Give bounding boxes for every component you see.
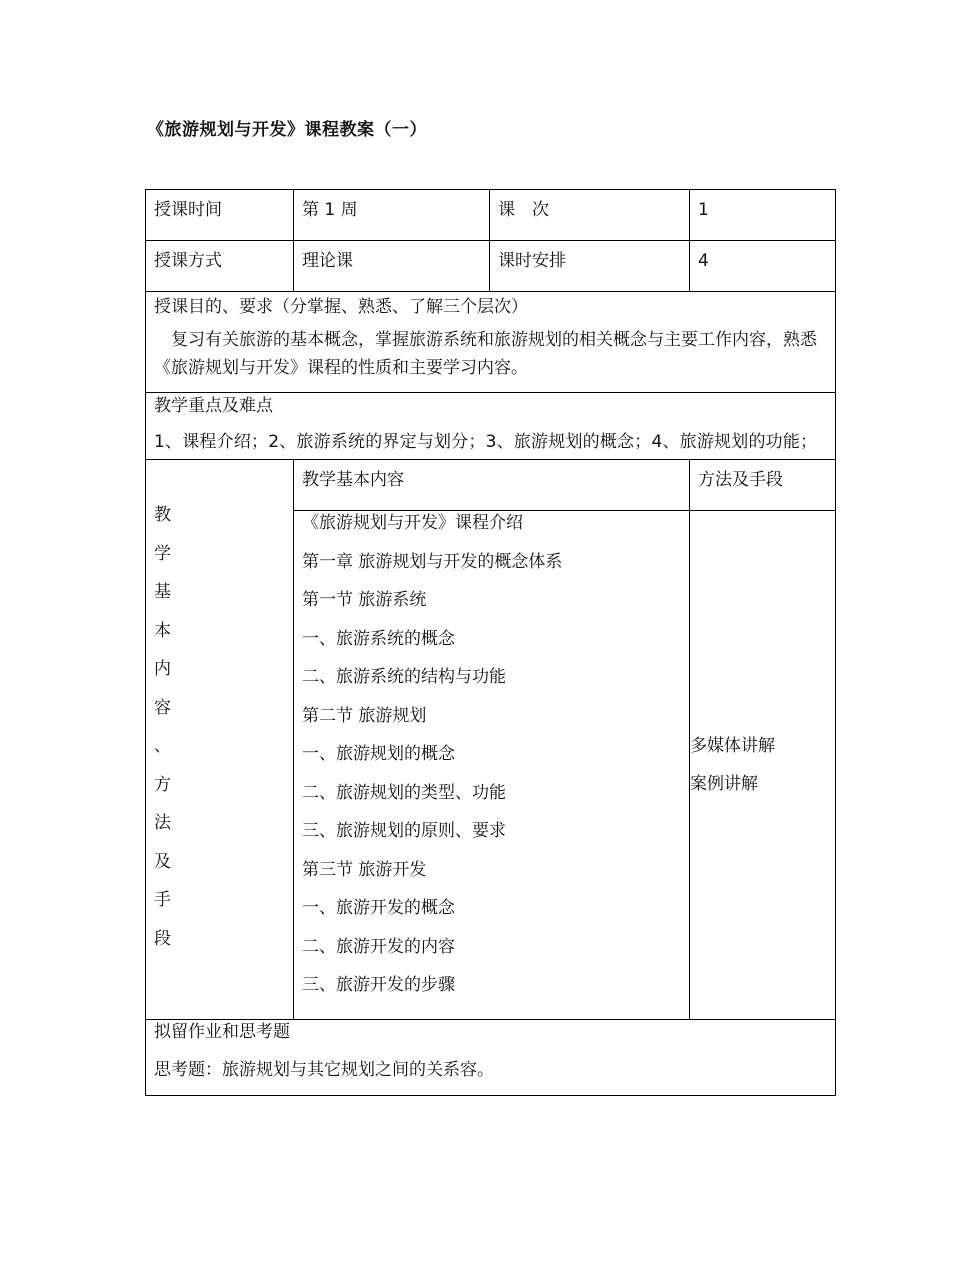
side-label-char: 段 [154, 928, 171, 949]
side-label-char: 及 [154, 851, 171, 872]
mode-label: 授课方式 [154, 251, 222, 271]
vertical-side-label [146, 460, 293, 966]
key-points-text: 1、课程介绍；2、旅游系统的界定与划分；3、旅游规划的概念；4、旅游规划的功能； [154, 432, 818, 452]
side-label-char: 容 [154, 697, 171, 718]
list-item: 第二节 旅游规划 [302, 705, 427, 726]
time-value-cell [294, 190, 490, 241]
side-label-char: 方 [154, 774, 171, 795]
mode-label-cell [146, 241, 294, 292]
side-label-cell [146, 460, 294, 1020]
methods-header-cell [690, 460, 836, 511]
content-list-cell [294, 511, 690, 1020]
list-item: 二、旅游规划的类型、功能 [302, 782, 506, 803]
list-item: 第一章 旅游规划与开发的概念体系 [302, 551, 563, 572]
time-label: 授课时间 [154, 200, 222, 220]
side-label-char: 手 [154, 890, 171, 910]
hours-label-cell [490, 241, 690, 292]
session-label-cell [490, 190, 690, 241]
method-item: 案例讲解 [690, 773, 758, 794]
side-label-char: 、 [154, 736, 171, 756]
methods-cell [690, 511, 836, 1020]
list-item: 第一节 旅游系统 [302, 590, 427, 610]
homework-cell [146, 1019, 836, 1095]
time-value: 第 1 周 [302, 200, 358, 220]
table-row [146, 1019, 836, 1095]
hours-value-cell [690, 241, 836, 292]
mode-value: 理论课 [302, 251, 353, 271]
side-label-char: 学 [154, 543, 171, 564]
key-points-cell [146, 393, 836, 460]
side-label-char: 本 [154, 620, 171, 641]
mode-value-cell [294, 241, 490, 292]
key-points-heading: 教学重点及难点 [154, 396, 273, 416]
side-label-char: 教 [154, 505, 171, 525]
list-item: 一、旅游规划的概念 [302, 744, 455, 764]
homework-text: 思考题：旅游规划与其它规划之间的关系容。 [154, 1059, 494, 1080]
table-row [146, 241, 836, 292]
list-item: 二、旅游系统的结构与功能 [302, 667, 506, 687]
list-item: 《旅游规划与开发》课程介绍 [302, 513, 523, 533]
table-row [146, 393, 836, 460]
homework-heading: 拟留作业和思考题 [154, 1021, 290, 1042]
side-label-char: 法 [154, 813, 171, 833]
list-item: 一、旅游系统的概念 [302, 628, 455, 649]
list-item: 一、旅游开发的概念 [302, 898, 455, 918]
list-item: 三、旅游开发的步骤 [302, 975, 455, 995]
session-value: 1 [698, 200, 709, 220]
time-label-cell [146, 190, 294, 241]
session-value-cell [690, 190, 836, 241]
list-item: 三、旅游规划的原则、要求 [302, 821, 506, 841]
content-header: 教学基本内容 [302, 470, 404, 490]
table-row [146, 292, 836, 393]
page-title: 《旅游规划与开发》课程教案（一） [147, 120, 427, 140]
session-label: 课 次 [498, 200, 549, 220]
list-item: 第三节 旅游开发 [302, 859, 427, 880]
lesson-plan-table [145, 189, 836, 1096]
objectives-heading: 授课目的、要求（分掌握、熟悉、了解三个层次） [154, 297, 528, 317]
side-label-char: 基 [154, 582, 171, 602]
objectives-text: 复习有关旅游的基本概念，掌握旅游系统和旅游规划的相关概念与主要工作内容，熟悉《旅游规划与开发》课程的性质和主要学习内容。 [154, 330, 817, 378]
content-header-cell [294, 460, 690, 511]
hours-value: 4 [698, 251, 709, 271]
list-item: 二、旅游开发的内容 [302, 936, 455, 957]
table-row [146, 460, 836, 511]
side-label-char: 内 [154, 659, 171, 679]
hours-label: 课时安排 [498, 251, 566, 271]
table-row [146, 190, 836, 241]
objectives-cell [146, 292, 836, 393]
methods-header: 方法及手段 [698, 470, 783, 490]
method-item: 多媒体讲解 [690, 735, 775, 756]
